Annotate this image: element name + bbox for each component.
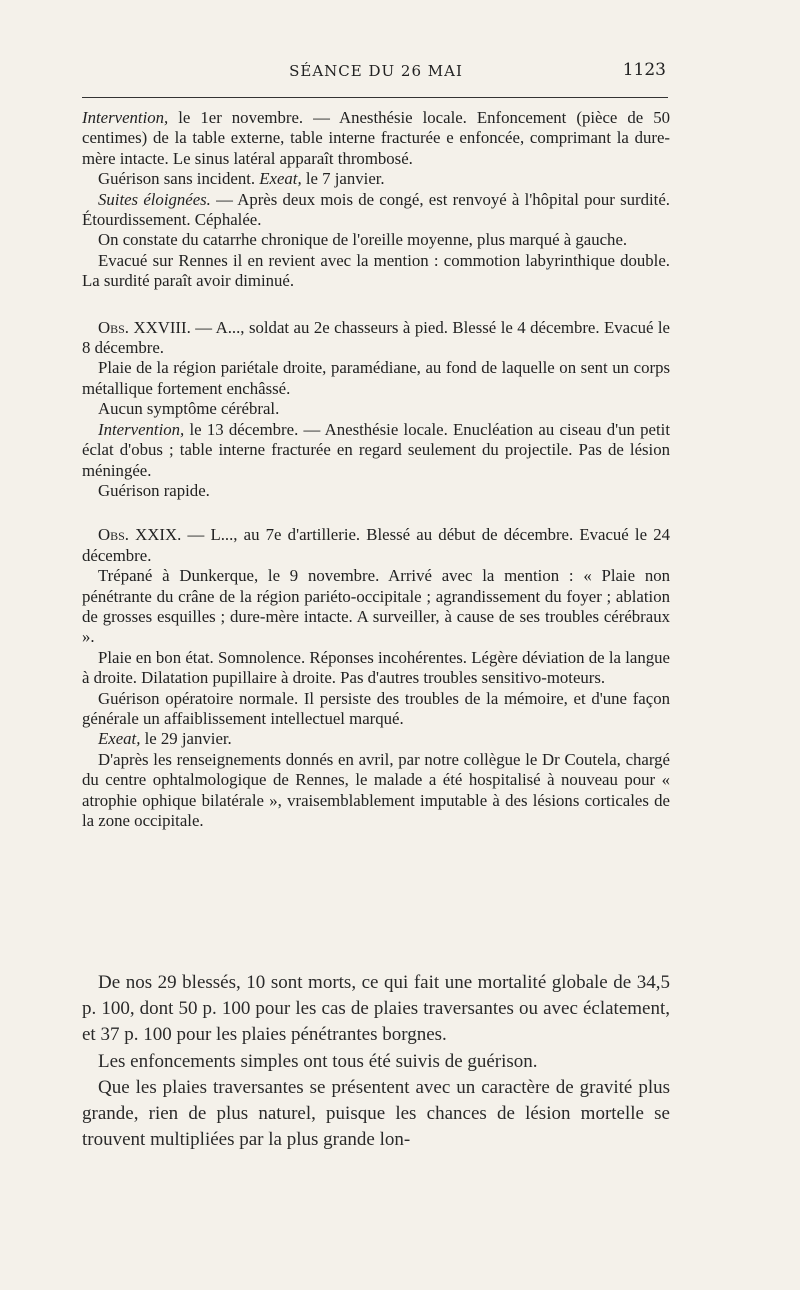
- paragraph: [82, 729, 670, 749]
- paragraph-text: le 13 décembre. — Anesthésie locale. Enucléation au ciseau d'un petit éclat d'obus ; table interne fracturée en regard seulement du projectile. Pas de lésion méningée.: [82, 419, 670, 480]
- paragraph: Guérison rapide.: [98, 480, 210, 500]
- paragraph-text: — L..., au 7e d'artillerie. Blessé au début de décembre. Evacué le 24 décembre.: [82, 525, 670, 565]
- paragraph: [82, 420, 670, 481]
- observation-label: Obs. XXVIII.: [98, 317, 191, 337]
- spacer: [82, 292, 670, 318]
- italic-lead: Exeat,: [98, 729, 141, 749]
- paragraph-text: le 1er novembre. — Anesthésie locale. Enfoncement (pièce de 50 centimes) de la table externe, table interne fracturée e enfoncée, comprimant la dure-mère intacte. Le sinus latéral apparaît thrombosé.: [82, 108, 670, 168]
- paragraph-text: le 7 janvier.: [301, 169, 385, 189]
- conclusion-paragraph: De nos 29 blessés, 10 sont morts, ce qui fait une mortalité globale de 34,5 p. 100, dont 50 p. 100 pour les cas de plaies traversantes ou avec éclatement, et 37 p. 100 pour les plaies pénétrantes borgnes.: [82, 972, 670, 1046]
- header-rule: [82, 97, 668, 98]
- paragraph-text: — Après deux mois de congé, est renvoyé à l'hôpital pour surdité. Étourdissement. Céphalée.: [82, 189, 670, 230]
- observation-label: Obs. XXIX.: [98, 525, 182, 545]
- spacer: [82, 501, 670, 525]
- paragraph: Plaie en bon état. Somnolence. Réponses incohérentes. Légère déviation de la langue à droite. Dilatation pupillaire à droite. Pas d'autres troubles sensitivo-moteurs.: [82, 647, 670, 688]
- paragraph: [82, 190, 670, 231]
- paragraph: Guérison opératoire normale. Il persiste des troubles de la mémoire, et d'une façon générale un affaiblissement intellectuel marqué.: [82, 688, 670, 728]
- italic-lead: Intervention,: [82, 108, 169, 127]
- paragraph: On constate du catarrhe chronique de l'oreille moyenne, plus marqué à gauche.: [98, 230, 628, 250]
- conclusion-paragraph: Que les plaies traversantes se présentent avec un caractère de gravité plus grande, rien de plus naturel, puisque les chances de lésion mortelle se trouvent multipliées par la plus grande lon-: [82, 1076, 670, 1151]
- paragraph: Aucun symptôme cérébral.: [98, 399, 280, 419]
- paragraph: Plaie de la région pariétale droite, paramédiane, au fond de laquelle on sent un corps métallique fortement enchâssé.: [82, 358, 670, 398]
- paragraph-text: le 29 janvier.: [140, 729, 232, 749]
- paragraph: [82, 108, 670, 169]
- running-title: SÉANCE DU 26 MAI: [289, 62, 463, 80]
- paragraph: [82, 169, 670, 189]
- paragraph: D'après les renseignements donnés en avril, par notre collègue le Dr Coutela, chargé du centre ophtalmologique de Rennes, le malade a été hospitalisé à nouveau pour « atrophie ophique bilatérale », vraisemblablement imputable à des lésions corticales de la zone occipitale.: [82, 749, 670, 830]
- italic-lead: Intervention,: [98, 419, 185, 439]
- conclusion-paragraph: Les enfoncements simples ont tous été suivis de guérison.: [98, 1050, 538, 1072]
- case-reports: [82, 108, 670, 831]
- paragraph: [82, 318, 670, 359]
- paragraph: Trépané à Dunkerque, le 9 novembre. Arrivé avec la mention : « Plaie non pénétrante du crâne de la région pariéto-occipitale ; agrandissement du foyer ; ablation de grosses esquilles ; dure-mère intacte. A surveiller, à cause de ses troubles cérébraux ».: [82, 566, 670, 647]
- paragraph: Evacué sur Rennes il en revient avec la mention : commotion labyrinthique double. La surdité paraît avoir diminué.: [82, 250, 670, 291]
- italic-lead: Suites éloignées.: [98, 189, 211, 209]
- italic-inline: Exeat,: [259, 169, 302, 189]
- paragraph: [82, 525, 670, 566]
- paragraph-text: Guérison sans incident.: [98, 169, 260, 189]
- conclusion-section: [82, 970, 670, 1153]
- page-number: 1123: [622, 60, 666, 80]
- running-header: [82, 58, 670, 88]
- paragraph-text: — A..., soldat au 2e chasseurs à pied. Blessé le 4 décembre. Evacué le 8 décembre.: [82, 317, 670, 358]
